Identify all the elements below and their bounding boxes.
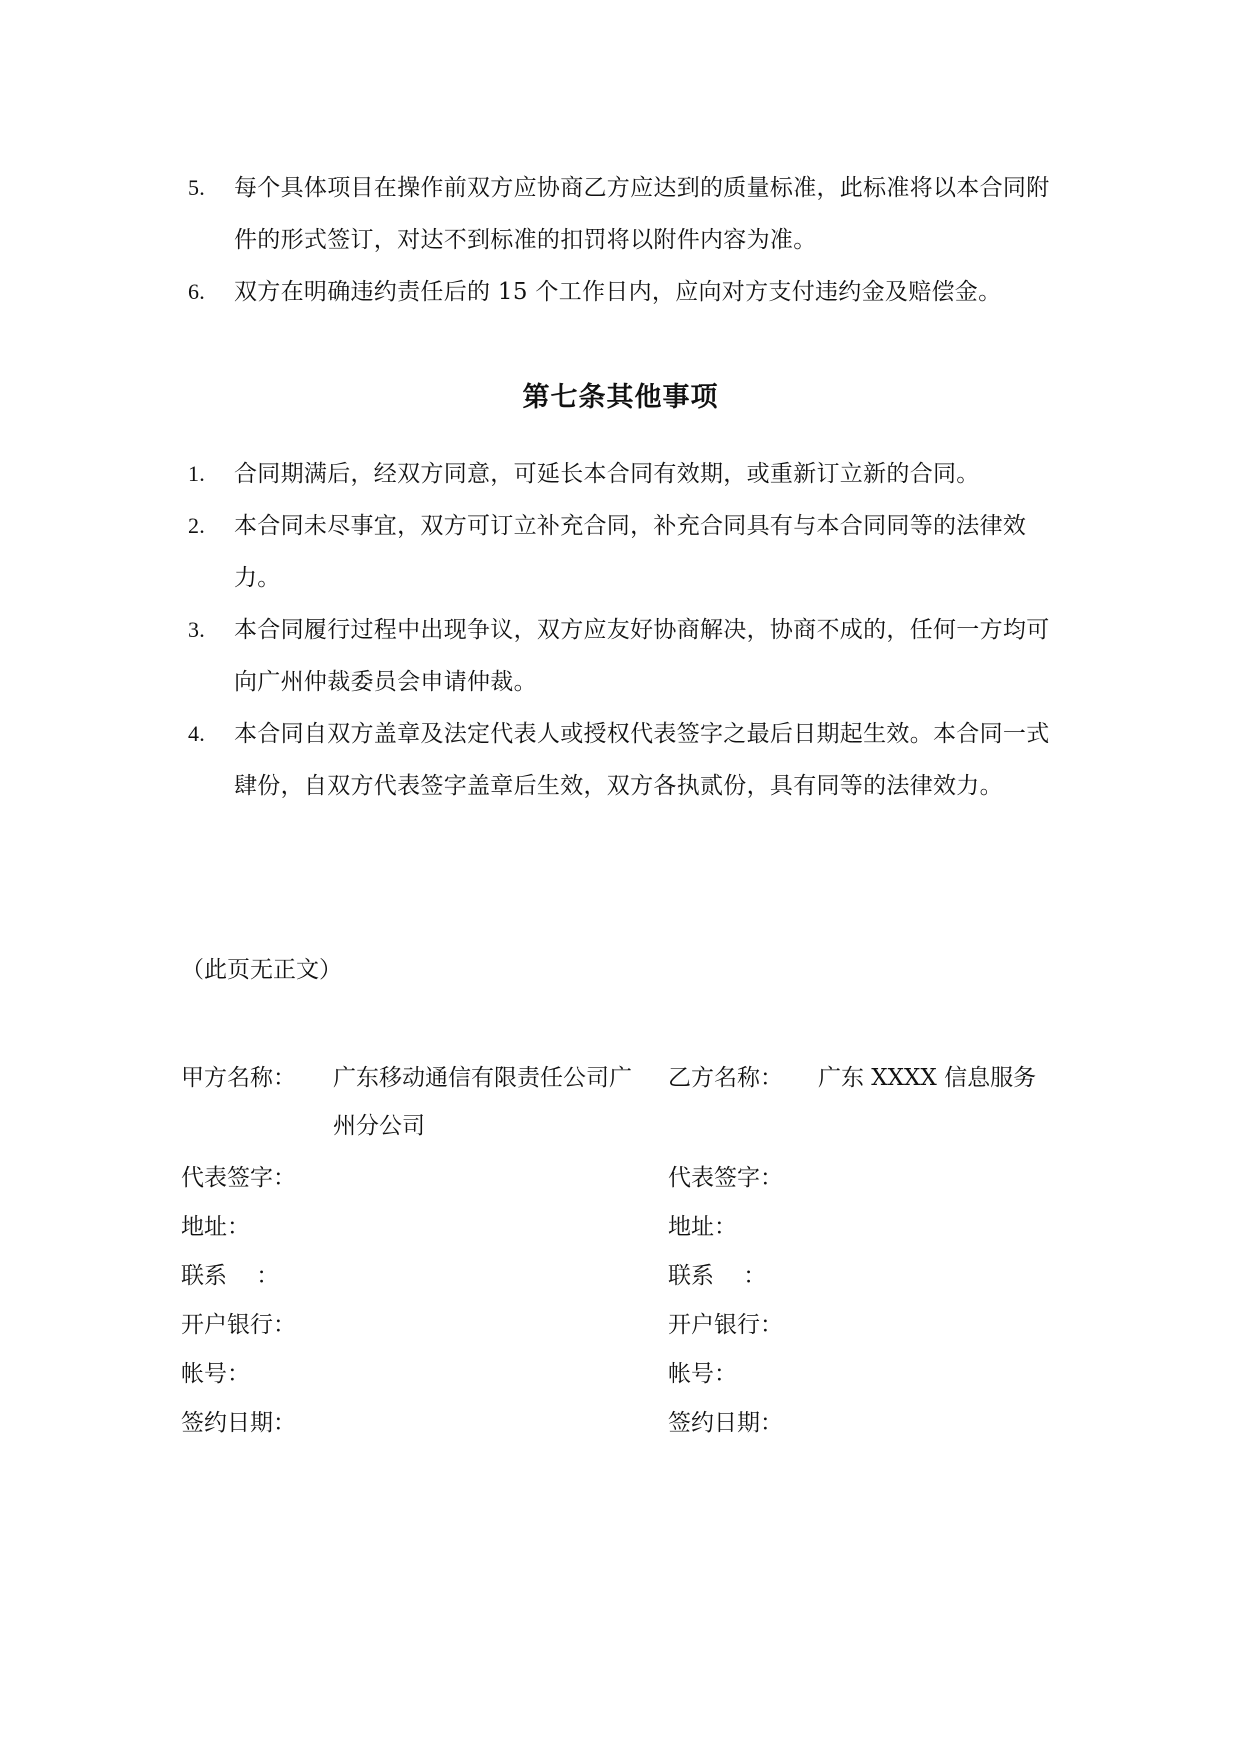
list-item: [188, 708, 1058, 812]
list-item-number: 1.: [188, 461, 206, 486]
list-item-text: 本合同自双方盖章及法定代表人或授权代表签字之最后日期起生效。本合同一式肆份，自双方代表签字盖章后生效，双方各执贰份，具有同等的法律效力。: [234, 721, 1050, 799]
list-item: [188, 448, 1058, 500]
list-item-number: 4.: [188, 721, 206, 746]
list-item-text: 本合同未尽事宜，双方可订立补充合同，补充合同具有与本合同同等的法律效力。: [234, 513, 1027, 591]
list-item-number: 6.: [188, 279, 206, 304]
list-item-number: 2.: [188, 513, 206, 538]
list-item-text: 每个具体项目在操作前双方应协商乙方应达到的质量标准，此标准将以本合同附件的形式签订，对达不到标准的扣罚将以附件内容为准。: [234, 175, 1050, 253]
clause-list: [188, 448, 1058, 812]
list-item: [188, 604, 1058, 708]
party-b-bank-field: 开户银行：: [668, 1312, 783, 1338]
party-a-name-value: 广东移动通信有限责任公司广州分公司: [333, 1065, 632, 1139]
party-b-block: [668, 1054, 1148, 1448]
party-b-address-field: 地址：: [668, 1214, 737, 1240]
list-item: [188, 500, 1058, 604]
party-a-block: [181, 1054, 661, 1448]
list-item-text: 合同期满后，经双方同意，可延长本合同有效期，或重新订立新的合同。: [234, 461, 980, 487]
no-text-note: （此页无正文）: [181, 957, 342, 983]
party-a-account-field: 帐号：: [181, 1361, 250, 1387]
party-a-date-field: 签约日期：: [181, 1410, 296, 1436]
list-item-number: 5.: [188, 175, 206, 200]
party-a-name-row: [181, 1054, 661, 1154]
party-b-signature-field: 代表签字：: [668, 1165, 783, 1191]
party-a-bank-field: 开户银行：: [181, 1312, 296, 1338]
party-b-account-field: 帐号：: [668, 1361, 737, 1387]
list-item-number: 3.: [188, 617, 206, 642]
list-item-text: 双方在明确违约责任后的 15 个工作日内，应向对方支付违约金及赔偿金。: [234, 279, 1002, 305]
party-b-name-value: 广东 XXXX 信息服务: [818, 1065, 1037, 1091]
party-a-name-label: 甲方名称：: [181, 1065, 296, 1091]
list-item: [188, 266, 1058, 318]
party-b-contact-field: 联系 ：: [668, 1263, 767, 1289]
list-item-text: 本合同履行过程中出现争议，双方应友好协商解决，协商不成的，任何一方均可向广州仲裁委员会申请仲裁。: [234, 617, 1050, 695]
list-item: [188, 162, 1058, 266]
party-a-contact-field: 联系 ：: [181, 1263, 280, 1289]
party-b-name-row: [668, 1054, 1148, 1154]
party-a-signature-field: 代表签字：: [181, 1165, 296, 1191]
party-b-date-field: 签约日期：: [668, 1410, 783, 1436]
party-a-address-field: 地址：: [181, 1214, 250, 1240]
party-b-name-label: 乙方名称：: [668, 1065, 783, 1091]
clause-list-continued: [188, 162, 1058, 318]
section-heading: 第七条其他事项: [522, 382, 719, 413]
